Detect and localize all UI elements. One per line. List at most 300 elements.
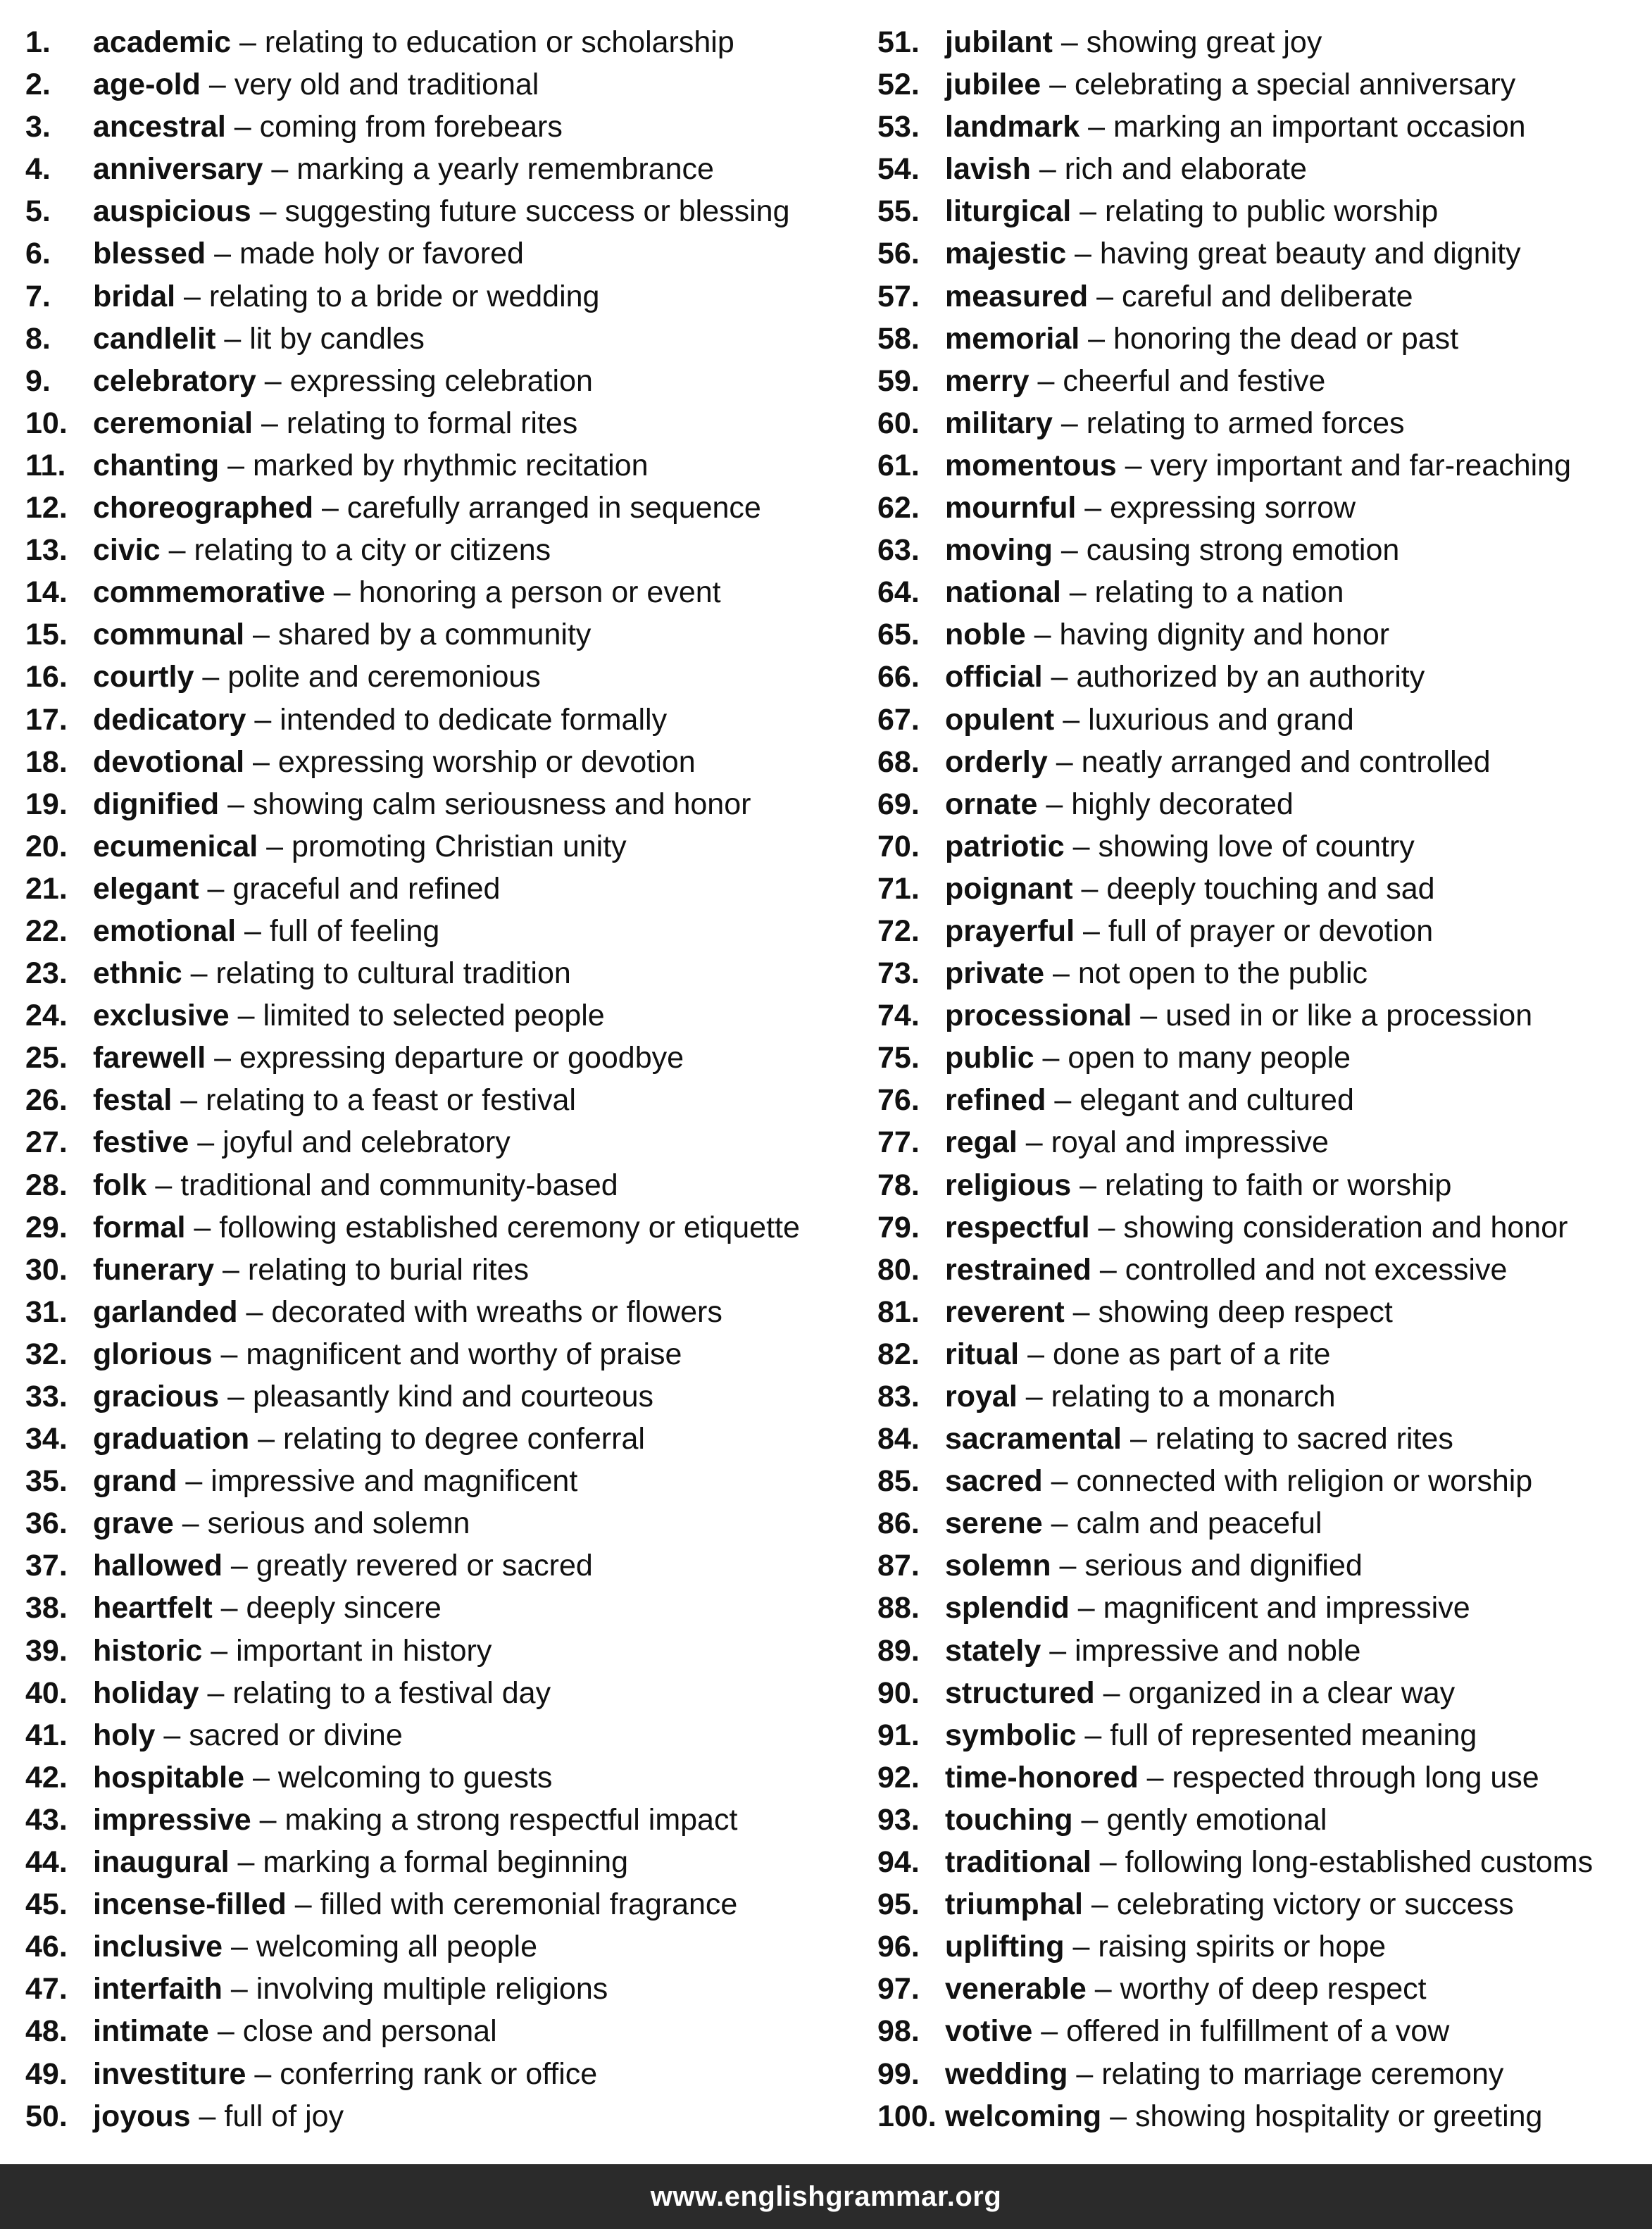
word-list-column-left bbox=[25, 21, 856, 2137]
list-item bbox=[25, 106, 856, 148]
item-number: 37. bbox=[25, 1549, 68, 1583]
item-number: 28. bbox=[25, 1168, 68, 1202]
item-separator: – bbox=[200, 68, 234, 102]
item-definition: marking a yearly remembrance bbox=[296, 152, 714, 187]
item-word: orderly bbox=[945, 744, 1048, 779]
item-definition: relating to a bride or wedding bbox=[208, 279, 600, 313]
list-item bbox=[25, 994, 856, 1037]
item-definition: honoring a person or event bbox=[358, 575, 721, 610]
item-definition: conferring rank or office bbox=[280, 2056, 598, 2091]
item-word: religious bbox=[945, 1168, 1072, 1202]
item-separator: – bbox=[1029, 363, 1063, 398]
list-item bbox=[877, 741, 1645, 783]
item-separator: – bbox=[1017, 1125, 1051, 1160]
list-item bbox=[877, 1164, 1645, 1206]
item-separator: – bbox=[325, 575, 359, 610]
item-word: votive bbox=[945, 2014, 1033, 2049]
item-separator: – bbox=[251, 1802, 285, 1837]
item-definition: relating to armed forces bbox=[1086, 406, 1405, 440]
item-word: poignant bbox=[945, 871, 1073, 906]
list-item bbox=[877, 1375, 1645, 1418]
item-definition: coming from forebears bbox=[259, 110, 563, 144]
list-item bbox=[25, 1544, 856, 1587]
list-item bbox=[877, 487, 1645, 529]
item-definition: full of prayer or devotion bbox=[1108, 913, 1434, 948]
item-separator: – bbox=[1071, 194, 1106, 229]
item-word: age-old bbox=[93, 68, 201, 102]
item-word: memorial bbox=[945, 321, 1080, 356]
item-number: 94. bbox=[877, 1845, 920, 1880]
item-word: military bbox=[945, 406, 1053, 440]
item-word: momentous bbox=[945, 448, 1117, 482]
item-word: triumphal bbox=[945, 1887, 1083, 1922]
item-definition: celebrating victory or success bbox=[1116, 1887, 1514, 1922]
list-item bbox=[877, 1460, 1645, 1502]
item-number: 95. bbox=[877, 1887, 920, 1922]
item-word: glorious bbox=[93, 1337, 213, 1371]
item-word: elegant bbox=[93, 871, 199, 906]
item-separator: – bbox=[225, 110, 260, 144]
item-separator: – bbox=[229, 1845, 263, 1880]
list-item bbox=[877, 1333, 1645, 1375]
item-number: 46. bbox=[25, 1930, 68, 1964]
item-word: heartfelt bbox=[93, 1591, 213, 1625]
item-definition: impressive and magnificent bbox=[211, 1464, 578, 1499]
item-number: 49. bbox=[25, 2056, 68, 2091]
item-separator: – bbox=[1082, 1887, 1117, 1922]
item-definition: following established ceremony or etiquette bbox=[219, 1210, 800, 1244]
item-definition: not open to the public bbox=[1077, 956, 1368, 991]
item-number: 20. bbox=[25, 829, 68, 863]
item-number: 26. bbox=[25, 1083, 68, 1118]
item-word: festive bbox=[93, 1125, 189, 1160]
item-definition: authorized by an authority bbox=[1076, 660, 1425, 694]
item-number: 6. bbox=[25, 237, 51, 271]
item-word: interfaith bbox=[93, 1972, 223, 2006]
item-definition: organized in a clear way bbox=[1128, 1675, 1456, 1710]
item-word: noble bbox=[945, 618, 1026, 652]
item-word: graduation bbox=[93, 1422, 250, 1456]
item-number: 87. bbox=[877, 1549, 920, 1583]
item-separator: – bbox=[160, 533, 194, 568]
item-definition: marked by rhythmic recitation bbox=[252, 448, 649, 482]
item-separator: – bbox=[219, 448, 253, 482]
item-number: 65. bbox=[877, 618, 920, 652]
list-item bbox=[25, 275, 856, 318]
item-separator: – bbox=[251, 194, 285, 229]
item-number: 72. bbox=[877, 913, 920, 948]
list-item bbox=[25, 1164, 856, 1206]
item-number: 93. bbox=[877, 1802, 920, 1837]
item-number: 73. bbox=[877, 956, 920, 991]
item-separator: – bbox=[190, 2099, 225, 2133]
item-definition: full of feeling bbox=[269, 913, 440, 948]
item-number: 64. bbox=[877, 575, 920, 610]
item-separator: – bbox=[1080, 321, 1114, 356]
item-definition: serious and solemn bbox=[207, 1506, 470, 1541]
item-word: festal bbox=[93, 1083, 173, 1118]
item-separator: – bbox=[236, 913, 270, 948]
item-number: 10. bbox=[25, 406, 68, 440]
item-separator: – bbox=[1066, 237, 1100, 271]
list-item bbox=[877, 2010, 1645, 2052]
list-item bbox=[877, 1206, 1645, 1249]
item-word: joyous bbox=[93, 2099, 191, 2133]
item-number: 71. bbox=[877, 871, 920, 906]
item-definition: relating to degree conferral bbox=[282, 1422, 645, 1456]
item-number: 47. bbox=[25, 1972, 68, 2006]
item-word: grand bbox=[93, 1464, 177, 1499]
list-item bbox=[877, 1037, 1645, 1079]
item-definition: very important and far-reaching bbox=[1150, 448, 1572, 482]
item-definition: intended to dedicate formally bbox=[280, 702, 668, 737]
item-number: 67. bbox=[877, 702, 920, 737]
item-separator: – bbox=[1042, 1506, 1077, 1541]
item-definition: offered in fulfillment of a vow bbox=[1066, 2014, 1450, 2049]
item-word: hallowed bbox=[93, 1549, 223, 1583]
item-separator: – bbox=[1091, 1845, 1125, 1880]
item-number: 14. bbox=[25, 575, 68, 610]
item-definition: rich and elaborate bbox=[1064, 152, 1307, 187]
list-item bbox=[877, 1502, 1645, 1544]
item-definition: cheerful and festive bbox=[1063, 363, 1326, 398]
item-word: exclusive bbox=[93, 999, 230, 1033]
item-number: 30. bbox=[25, 1252, 68, 1287]
item-word: moving bbox=[945, 533, 1053, 568]
item-word: official bbox=[945, 660, 1043, 694]
item-definition: greatly revered or sacred bbox=[256, 1549, 593, 1583]
item-word: time-honored bbox=[945, 1760, 1139, 1794]
item-separator: – bbox=[1030, 152, 1065, 187]
item-number: 90. bbox=[877, 1675, 920, 1710]
item-number: 48. bbox=[25, 2014, 68, 2049]
list-item bbox=[877, 275, 1645, 318]
item-definition: causing strong emotion bbox=[1086, 533, 1400, 568]
item-word: venerable bbox=[945, 1972, 1087, 2006]
item-separator: – bbox=[1080, 110, 1114, 144]
item-definition: joyful and celebratory bbox=[223, 1125, 511, 1160]
list-item bbox=[25, 1714, 856, 1756]
item-separator: – bbox=[1017, 1380, 1051, 1413]
item-separator: – bbox=[1064, 1930, 1099, 1964]
item-definition: polite and ceremonious bbox=[227, 660, 541, 694]
item-separator: – bbox=[194, 660, 228, 694]
item-word: reverent bbox=[945, 1294, 1065, 1329]
item-word: welcoming bbox=[945, 2099, 1102, 2133]
item-word: blessed bbox=[93, 237, 206, 271]
list-item bbox=[877, 21, 1645, 63]
item-number: 77. bbox=[877, 1125, 920, 1160]
item-definition: elegant and cultured bbox=[1080, 1083, 1354, 1118]
item-definition: full of represented meaning bbox=[1110, 1718, 1477, 1752]
item-separator: – bbox=[206, 237, 239, 271]
item-definition: expressing departure or goodbye bbox=[239, 1041, 684, 1075]
item-definition: relating to formal rites bbox=[286, 406, 578, 440]
item-word: commemorative bbox=[93, 575, 325, 610]
item-word: celebratory bbox=[93, 363, 256, 398]
item-definition: magnificent and worthy of praise bbox=[246, 1337, 682, 1371]
list-item bbox=[877, 2053, 1645, 2095]
item-number: 7. bbox=[25, 279, 51, 313]
item-separator: – bbox=[1094, 1675, 1129, 1710]
item-separator: – bbox=[1037, 787, 1072, 821]
list-item bbox=[25, 1799, 856, 1841]
item-number: 74. bbox=[877, 999, 920, 1033]
item-word: dedicatory bbox=[93, 702, 246, 737]
item-word: inaugural bbox=[93, 1845, 230, 1880]
item-number: 68. bbox=[877, 744, 920, 779]
item-word: civic bbox=[93, 533, 161, 568]
item-separator: – bbox=[246, 702, 280, 737]
list-item bbox=[877, 232, 1645, 275]
item-separator: – bbox=[199, 871, 233, 906]
item-separator: – bbox=[1034, 1041, 1068, 1075]
item-separator: – bbox=[1051, 1549, 1085, 1583]
item-word: mournful bbox=[945, 491, 1077, 525]
item-word: emotional bbox=[93, 913, 237, 948]
item-definition: decorated with wreaths or flowers bbox=[271, 1294, 722, 1329]
item-number: 35. bbox=[25, 1464, 68, 1499]
list-item bbox=[25, 1968, 856, 2010]
item-number: 62. bbox=[877, 491, 920, 525]
item-word: garlanded bbox=[93, 1294, 238, 1329]
list-item bbox=[25, 1756, 856, 1799]
item-definition: traditional and community-based bbox=[180, 1168, 618, 1202]
item-number: 25. bbox=[25, 1041, 68, 1075]
list-item bbox=[877, 656, 1645, 698]
list-item bbox=[877, 444, 1645, 487]
item-word: splendid bbox=[945, 1591, 1070, 1625]
item-word: ceremonial bbox=[93, 406, 254, 440]
list-item bbox=[25, 1925, 856, 1968]
item-number: 88. bbox=[877, 1591, 920, 1625]
item-number: 18. bbox=[25, 744, 68, 779]
item-definition: making a strong respectful impact bbox=[284, 1802, 738, 1837]
list-item bbox=[877, 783, 1645, 825]
item-definition: showing hospitality or greeting bbox=[1135, 2099, 1543, 2133]
item-separator: – bbox=[1042, 1464, 1077, 1499]
list-item bbox=[877, 1587, 1645, 1629]
item-word: jubilee bbox=[945, 68, 1041, 102]
item-separator: – bbox=[1076, 491, 1110, 525]
list-item bbox=[877, 1630, 1645, 1672]
list-item bbox=[877, 1672, 1645, 1714]
item-definition: relating to public worship bbox=[1105, 194, 1439, 229]
item-word: uplifting bbox=[945, 1930, 1065, 1964]
list-item bbox=[25, 952, 856, 994]
item-word: formal bbox=[93, 1210, 186, 1244]
item-separator: – bbox=[1089, 1210, 1124, 1244]
list-item bbox=[25, 318, 856, 360]
item-number: 13. bbox=[25, 533, 68, 568]
item-separator: – bbox=[1041, 68, 1075, 102]
item-definition: impressive and noble bbox=[1075, 1633, 1361, 1668]
item-number: 52. bbox=[877, 68, 920, 102]
list-item bbox=[25, 1333, 856, 1375]
list-item bbox=[877, 360, 1645, 402]
item-definition: following long-established customs bbox=[1125, 1845, 1594, 1880]
list-item bbox=[25, 63, 856, 106]
list-item bbox=[877, 613, 1645, 656]
item-definition: used in or like a procession bbox=[1165, 999, 1533, 1033]
item-separator: – bbox=[208, 2014, 243, 2049]
item-number: 97. bbox=[877, 1972, 920, 2006]
item-number: 63. bbox=[877, 533, 920, 568]
item-word: respectful bbox=[945, 1210, 1090, 1244]
item-definition: relating to a nation bbox=[1094, 575, 1344, 610]
item-number: 36. bbox=[25, 1506, 68, 1541]
item-number: 100. bbox=[877, 2099, 937, 2133]
item-separator: – bbox=[175, 279, 209, 313]
item-definition: showing calm seriousness and honor bbox=[252, 787, 751, 821]
list-item bbox=[25, 1672, 856, 1714]
list-item bbox=[877, 1291, 1645, 1333]
item-word: candlelit bbox=[93, 321, 216, 356]
item-separator: – bbox=[155, 1718, 189, 1752]
item-number: 29. bbox=[25, 1210, 68, 1244]
item-number: 75. bbox=[877, 1041, 920, 1075]
item-definition: having dignity and honor bbox=[1059, 618, 1390, 652]
item-number: 12. bbox=[25, 491, 68, 525]
item-definition: expressing celebration bbox=[289, 363, 593, 398]
item-number: 80. bbox=[877, 1252, 920, 1287]
item-separator: – bbox=[1072, 1802, 1107, 1837]
item-number: 69. bbox=[877, 787, 920, 821]
item-number: 82. bbox=[877, 1337, 920, 1371]
item-separator: – bbox=[199, 1675, 233, 1710]
item-separator: – bbox=[189, 1125, 223, 1160]
item-definition: relating to cultural tradition bbox=[215, 956, 571, 991]
item-separator: – bbox=[244, 744, 278, 779]
footer-url[interactable]: www.englishgrammar.org bbox=[650, 2180, 1002, 2212]
item-number: 5. bbox=[25, 194, 51, 229]
item-number: 4. bbox=[25, 152, 51, 187]
item-definition: raising spirits or hope bbox=[1098, 1930, 1387, 1964]
item-separator: – bbox=[212, 1337, 246, 1371]
list-item bbox=[877, 106, 1645, 148]
list-item bbox=[877, 1121, 1645, 1163]
item-number: 38. bbox=[25, 1591, 68, 1625]
list-item bbox=[877, 825, 1645, 868]
item-definition: full of joy bbox=[224, 2099, 344, 2133]
item-separator: – bbox=[185, 1210, 220, 1244]
item-separator: – bbox=[1075, 913, 1108, 948]
item-definition: showing love of country bbox=[1098, 829, 1415, 863]
item-number: 59. bbox=[877, 363, 920, 398]
item-definition: relating to a feast or festival bbox=[206, 1083, 576, 1118]
item-definition: showing deep respect bbox=[1098, 1294, 1393, 1329]
item-word: majestic bbox=[945, 237, 1067, 271]
item-separator: – bbox=[1047, 744, 1082, 779]
list-item bbox=[25, 360, 856, 402]
list-item bbox=[25, 190, 856, 232]
item-word: holy bbox=[93, 1718, 156, 1752]
item-separator: – bbox=[286, 1887, 320, 1922]
item-separator: – bbox=[202, 1633, 237, 1668]
item-separator: – bbox=[231, 25, 265, 59]
item-separator: – bbox=[212, 1591, 246, 1625]
item-number: 53. bbox=[877, 110, 920, 144]
item-definition: very old and traditional bbox=[234, 68, 539, 102]
item-definition: suggesting future success or blessing bbox=[284, 194, 790, 229]
item-word: impressive bbox=[93, 1802, 251, 1837]
item-separator: – bbox=[253, 406, 287, 440]
item-number: 8. bbox=[25, 321, 51, 356]
item-definition: serious and dignified bbox=[1084, 1549, 1363, 1583]
item-separator: – bbox=[1072, 871, 1107, 906]
item-definition: made holy or favored bbox=[239, 237, 524, 271]
item-word: gracious bbox=[93, 1380, 220, 1413]
item-number: 17. bbox=[25, 702, 68, 737]
item-definition: calm and peaceful bbox=[1076, 1506, 1322, 1541]
item-separator: – bbox=[1132, 999, 1166, 1033]
list-item bbox=[877, 1968, 1645, 2010]
item-definition: shared by a community bbox=[277, 618, 592, 652]
item-definition: luxurious and grand bbox=[1088, 702, 1354, 737]
item-separator: – bbox=[256, 363, 290, 398]
item-number: 50. bbox=[25, 2099, 68, 2133]
item-number: 15. bbox=[25, 618, 68, 652]
item-separator: – bbox=[1068, 2056, 1102, 2091]
item-word: sacramental bbox=[945, 1422, 1122, 1456]
item-separator: – bbox=[258, 829, 292, 863]
item-definition: relating to a monarch bbox=[1051, 1380, 1336, 1413]
item-definition: having great beauty and dignity bbox=[1099, 237, 1521, 271]
item-word: national bbox=[945, 575, 1061, 610]
item-separator: – bbox=[1041, 1633, 1075, 1668]
item-number: 96. bbox=[877, 1930, 920, 1964]
list-item bbox=[877, 63, 1645, 106]
item-word: devotional bbox=[93, 744, 245, 779]
list-item bbox=[877, 318, 1645, 360]
item-word: bridal bbox=[93, 279, 176, 313]
item-separator: – bbox=[222, 1972, 256, 2006]
item-number: 27. bbox=[25, 1125, 68, 1160]
list-item bbox=[25, 1079, 856, 1121]
list-item bbox=[25, 1587, 856, 1629]
item-number: 56. bbox=[877, 237, 920, 271]
list-item bbox=[25, 1502, 856, 1544]
item-definition: graceful and refined bbox=[232, 871, 501, 906]
list-item bbox=[25, 487, 856, 529]
list-item bbox=[25, 1460, 856, 1502]
item-word: public bbox=[945, 1041, 1034, 1075]
item-separator: – bbox=[173, 1506, 208, 1541]
item-word: hospitable bbox=[93, 1760, 245, 1794]
item-separator: – bbox=[1064, 829, 1099, 863]
list-item bbox=[25, 613, 856, 656]
item-number: 57. bbox=[877, 279, 920, 313]
footer-bar bbox=[0, 2164, 1652, 2229]
item-separator: – bbox=[237, 1294, 272, 1329]
item-separator: – bbox=[177, 1464, 211, 1499]
item-word: prayerful bbox=[945, 913, 1075, 948]
item-word: solemn bbox=[945, 1549, 1051, 1583]
list-item bbox=[25, 148, 856, 190]
list-item bbox=[877, 699, 1645, 741]
item-definition: relating to faith or worship bbox=[1105, 1168, 1452, 1202]
item-definition: celebrating a special anniversary bbox=[1075, 68, 1516, 102]
item-definition: relating to burial rites bbox=[247, 1252, 530, 1287]
item-word: royal bbox=[945, 1380, 1018, 1413]
list-item bbox=[877, 1249, 1645, 1291]
item-number: 32. bbox=[25, 1337, 68, 1371]
item-number: 70. bbox=[877, 829, 920, 863]
item-separator: – bbox=[146, 1168, 181, 1202]
item-separator: – bbox=[1071, 1168, 1106, 1202]
item-definition: neatly arranged and controlled bbox=[1081, 744, 1491, 779]
item-word: lavish bbox=[945, 152, 1031, 187]
